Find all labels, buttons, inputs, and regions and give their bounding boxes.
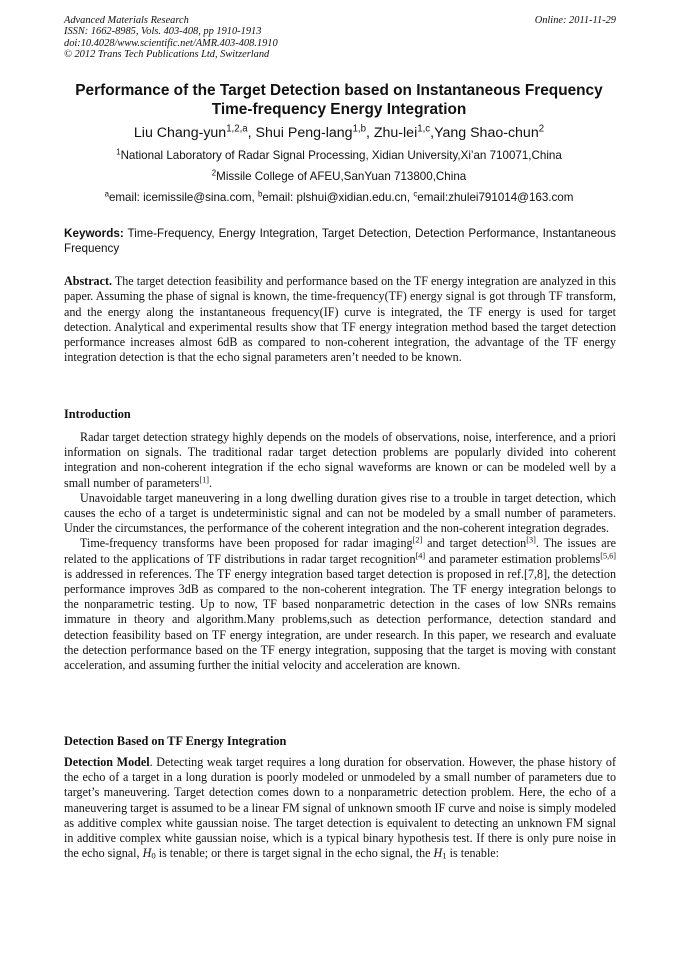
paragraph xyxy=(64,430,616,491)
keywords-block xyxy=(64,227,616,256)
section-heading-introduction: Introduction xyxy=(64,407,131,421)
online-date: Online: 2011-11-29 xyxy=(534,15,616,26)
abstract-text: The target detection feasibility and performance based on the TF energy integration are analyzed in this paper. Assuming the phase of signal is known, the time-frequency(TF) energy signal is got through TF transform, and the energy along the instantaneous frequency(IF) curve is integrated, the TF energy is used for target detection. Analytical and experimental results show that TF energy integration method based the target detection performance increases almost 6dB as compared to non-coherent integration, the advantage of the TF energy integration detection is that the echo signal parameters aren’t needed to be known. xyxy=(64,274,616,365)
paragraph-text: is tenable; or there is target signal in the echo signal, the xyxy=(155,846,434,861)
email-mark: b xyxy=(257,189,263,199)
paragraph-text: Radar target detection strategy highly depends on the models of observations, noise, interference, and a priori information on signals. The traditional radar target detection problems are popularly divided into coherent integration and non-coherent integration if the echo signal waveforms are known or can be modeled well by a small number of parameters xyxy=(64,430,616,490)
doi-line: doi:10.4028/www.scientific.net/AMR.403-408.1910 xyxy=(64,37,278,49)
email-line xyxy=(30,191,648,205)
keywords-label: Keywords: xyxy=(64,227,124,240)
paragraph: Unavoidable target maneuvering in a long dwelling duration gives rise to a trouble in target detection, which causes the echo of a target is undeterministic signal and can not be modeled by a small number of parameters. Under the circumstances, the performance of the coherent integration and the non-coherent integration degrades. xyxy=(64,490,616,536)
paragraph-text: Time-frequency transforms have been proposed for radar imaging xyxy=(80,536,413,551)
author-name: Yang Shao-chun xyxy=(434,125,539,141)
author-separator: , xyxy=(365,125,374,141)
paragraph-text: . The issues are related to the applications of TF distributions in radar target recognition xyxy=(64,536,616,566)
copyright-line: © 2012 Trans Tech Publications Ltd, Switzerland xyxy=(64,49,270,61)
title-line-2: Time-frequency Energy Integration xyxy=(211,101,467,118)
author-affil-mark: 1,2,a xyxy=(226,123,248,135)
email-mark: a xyxy=(104,189,109,199)
section-heading-detection: Detection Based on TF Energy Integration xyxy=(64,734,287,748)
paragraph-text: . Detecting weak target requires a long duration for observation. However, the phase history of the echo of a target in a long duration is poorly modeled or unmodeled by a small number of parameters due to target’s maneuvering. Target detection comes down to a nonparametric detection problem. Here, the echo of a maneuvering target is assumed to be a linear FM signal of unknown smooth IF curve and noise is simply modeled as additive complex white gaussian noise. The target detection is equivalent to detecting an unknown FM signal in additive complex white gaussian noise, which is a typical binary hypothesis test. If there is only pure noise in the echo signal, xyxy=(64,755,617,861)
author-affil-mark: 1,b xyxy=(352,123,366,135)
author-list xyxy=(30,124,648,142)
paragraph xyxy=(64,536,616,673)
paper-title xyxy=(40,81,638,119)
paragraph-text: and parameter estimation problems xyxy=(425,551,601,566)
issn-line: ISSN: 1662-8985, Vols. 403-408, pp 1910-1913 xyxy=(64,26,262,38)
introduction-body xyxy=(64,430,616,673)
paragraph-text: is addressed in references. The TF energy integration based target detection is proposed in ref.[7,8], the detection performance improves 3dB as compared to the non-coherent integration. The TF energy integration belongs to the nonparametric testing. Up to now, TF based nonparametric detection in the cases of low SNRs remains immature in theory and algorithm.Many problems,such as detection performance, detection standard and detection feasibility based on TF energy integration, are under research. In this paper, we research and evaluate the detection performance based on the TF energy integration, supposing that the target is moving with constant acceleration, and assuming further the initial velocity and acceleration are known. xyxy=(64,566,616,673)
author-name: Zhu-lei xyxy=(373,125,418,141)
citation: [1] xyxy=(199,475,209,485)
detection-body xyxy=(64,755,616,861)
hypothesis-symbol: H xyxy=(142,846,152,861)
paragraph-text: . xyxy=(208,475,212,490)
affiliation-text: National Laboratory of Radar Signal Processing, Xidian University,Xi’an 710071,China xyxy=(120,149,562,162)
keywords-text: Time-Frequency, Energy Integration, Target Detection, Detection Performance, Instantaneous Frequency xyxy=(64,227,616,255)
email-mark: c xyxy=(413,189,418,199)
hypothesis-subscript: 1 xyxy=(442,850,447,861)
citation: [4] xyxy=(415,551,426,561)
abstract-block xyxy=(64,274,616,366)
runin-heading: Detection Model xyxy=(64,755,150,769)
author-affil-mark: 2 xyxy=(538,123,545,135)
title-line-1: Performance of the Target Detection based on Instantaneous Frequency xyxy=(75,82,603,99)
paragraph-text: and target detection xyxy=(422,536,527,551)
citation: [3] xyxy=(526,535,536,545)
paragraph xyxy=(64,755,616,861)
running-header xyxy=(64,15,616,61)
journal-name: Advanced Materials Research xyxy=(64,15,189,26)
citation: [5,6] xyxy=(600,551,616,561)
email-text: email: icemissile@sina.com, xyxy=(108,191,258,204)
affiliation-text: Missile College of AFEU,SanYuan 713800,China xyxy=(216,170,467,183)
affiliation-2 xyxy=(30,170,648,184)
affiliation-mark: 2 xyxy=(211,168,217,178)
hypothesis-subscript: 0 xyxy=(151,850,156,861)
abstract-label: Abstract. xyxy=(64,274,113,288)
author-separator: , xyxy=(430,125,435,141)
citation: [2] xyxy=(412,535,423,545)
author-separator: , xyxy=(247,125,256,141)
author-name: Shui Peng-lang xyxy=(255,125,353,141)
affiliation-1 xyxy=(30,149,648,163)
hypothesis-symbol: H xyxy=(433,846,443,861)
email-text: email: plshui@xidian.edu.cn, xyxy=(262,191,414,204)
paragraph-text: is tenable: xyxy=(446,846,500,861)
author-name: Liu Chang-yun xyxy=(133,125,227,141)
affiliation-mark: 1 xyxy=(116,147,121,157)
email-text: email:zhulei791014@163.com xyxy=(417,191,574,204)
author-affil-mark: 1,c xyxy=(417,123,431,135)
